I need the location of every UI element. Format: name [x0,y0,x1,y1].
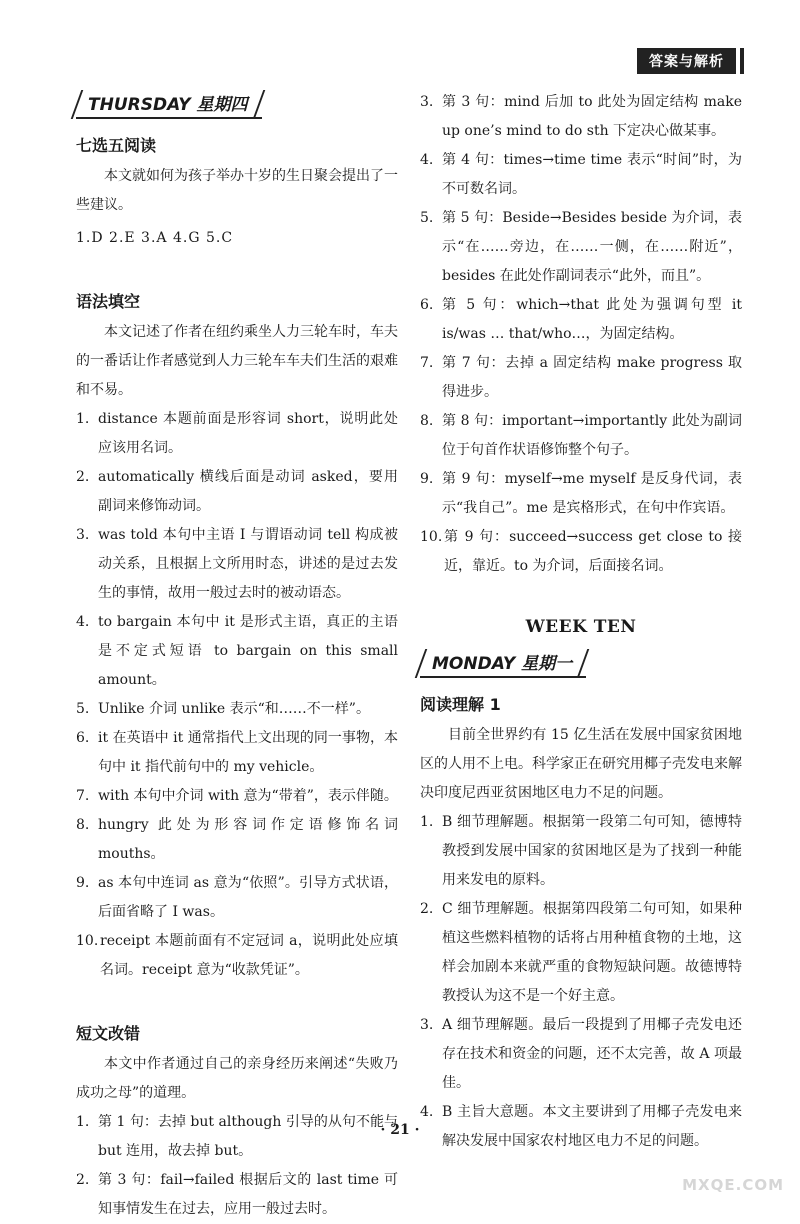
list-item: 7. with 本句中介词 with 意为“带着”，表示伴随。 [76,788,398,804]
watermark-logo: MXQE.COM [682,1176,784,1194]
section-summary: 本文记述了作者在纽约乘坐人力三轮车时，车夫的一番话让作者感觉到人力三轮车车夫们生活的艰难和不易。 [76,324,398,398]
answer-key: 1.D 2.E 3.A 4.G 5.C [76,230,234,246]
section-summary: 本文就如何为孩子举办十岁的生日聚会提出了一些建议。 [76,168,398,213]
section-summary: 本文中作者通过自己的亲身经历来阐述“失败乃成功之母”的道理。 [76,1056,398,1101]
list-item: 4. to bargain 本句中 it 是形式主语，真正的主语是不定式短语 to bargain on this small amount。 [76,614,398,688]
page-number: · 21 · [380,1122,420,1138]
list-item: 1. B 细节理解题。根据第一段第二句可知，德博特教授到发展中国家的贫困地区是为了找到一种能用来发电的原料。 [420,814,742,888]
section-title-error-correction: 短文改错 [76,1024,141,1043]
list-item: 2. 第 3 句：fail→failed 根据后文的 last time 可知事情发生在过去，应用一般过去时。 [76,1172,398,1217]
list-item: 4. 第 4 句：times→time time 表示“时间”时，为不可数名词。 [420,152,742,197]
list-item: 7. 第 7 句：去掉 a 固定结构 make progress 取得进步。 [420,355,742,400]
day-label-thursday: THURSDAY 星期四 [76,88,262,119]
list-item: 9. 第 9 句：myself→me myself 是反身代词，表示“我自己”。me 是宾格形式，在句中作宾语。 [420,471,742,516]
section-summary: 目前全世界约有 15 亿生活在发展中国家贫困地区的人用不上电。科学家正在研究用椰子壳发电来解决印度尼西亚贫困地区电力不足的问题。 [420,727,742,801]
grammar-answer-list [76,405,398,985]
reading-answer-list [420,808,742,1156]
list-item: 9. as 本句中连词 as 意为“依照”。引导方式状语，后面省略了 I was。 [76,875,398,920]
section-title-reading: 阅读理解 1 [420,695,501,714]
section-title-seven-choose-five: 七选五阅读 [76,136,157,155]
list-item: 4. B 主旨大意题。本文主要讲到了用椰子壳发电来解决发展中国家农村地区电力不足的问题。 [420,1104,742,1149]
list-item: 8. 第 8 句：important→importantly 此处为副词位于句首作状语修饰整个句子。 [420,413,742,458]
list-item: 5. Unlike 介词 unlike 表示“和……不一样”。 [76,701,370,717]
list-item: 3. 第 3 句：mind 后加 to 此处为固定结构 make up one’s mind to do sth 下定决心做某事。 [420,94,742,139]
day-label-monday: MONDAY 星期一 [420,647,586,678]
list-item: 2. automatically 横线后面是动词 asked，要用副词来修饰动词。 [76,469,398,514]
list-item: 10. receipt 本题前面有不定冠词 a，说明此处应填名词。receipt 意为“收款凭证”。 [76,933,398,978]
right-column [420,88,742,1156]
list-item: 6. it 在英语中 it 通常指代上文出现的同一事物，本句中 it 指代前句中的 my vehicle。 [76,730,398,775]
list-item: 10. 第 9 句：succeed→success get close to 接近，靠近。to 为介词，后面接名词。 [420,529,742,574]
list-item: 3. was told 本句中主语 I 与谓语动词 tell 构成被动关系，且根据上文所用时态，讲述的是过去发生的事情，故用一般过去时的被动语态。 [76,527,398,601]
list-item: 2. C 细节理解题。根据第四段第二句可知，如果种植这些燃料植物的话将占用种植食物的土地，这样会加剧本来就严重的食物短缺问题。故德博特教授认为这不是一个好主意。 [420,901,742,1004]
list-item: 1. distance 本题前面是形容词 short，说明此处应该用名词。 [76,411,398,456]
list-item: 6. 第 5 句：which→that 此处为强调句型 it is/was … that/who…，为固定结构。 [420,297,742,342]
week-title: WEEK TEN [525,617,637,637]
list-item: 5. 第 5 句：Beside→Besides beside 为介词，表示“在……旁边，在……一侧，在……附近”，besides 在此处作副词表示“此外，而且”。 [420,210,742,284]
list-item: 1. 第 1 句：去掉 but although 引导的从句不能与 but 连用，故去掉 but。 [76,1114,398,1159]
correction-answer-list-continued [420,88,742,581]
section-title-grammar-fill: 语法填空 [76,292,141,311]
left-column [76,88,398,1224]
section-header-tab: 答案与解析 [637,48,736,74]
list-item: 3. A 细节理解题。最后一段提到了用椰子壳发电还存在技术和资金的问题，还不太完善，故 A 项最佳。 [420,1017,742,1091]
list-item: 8. hungry 此处为形容词作定语修饰名词 mouths。 [76,817,398,862]
